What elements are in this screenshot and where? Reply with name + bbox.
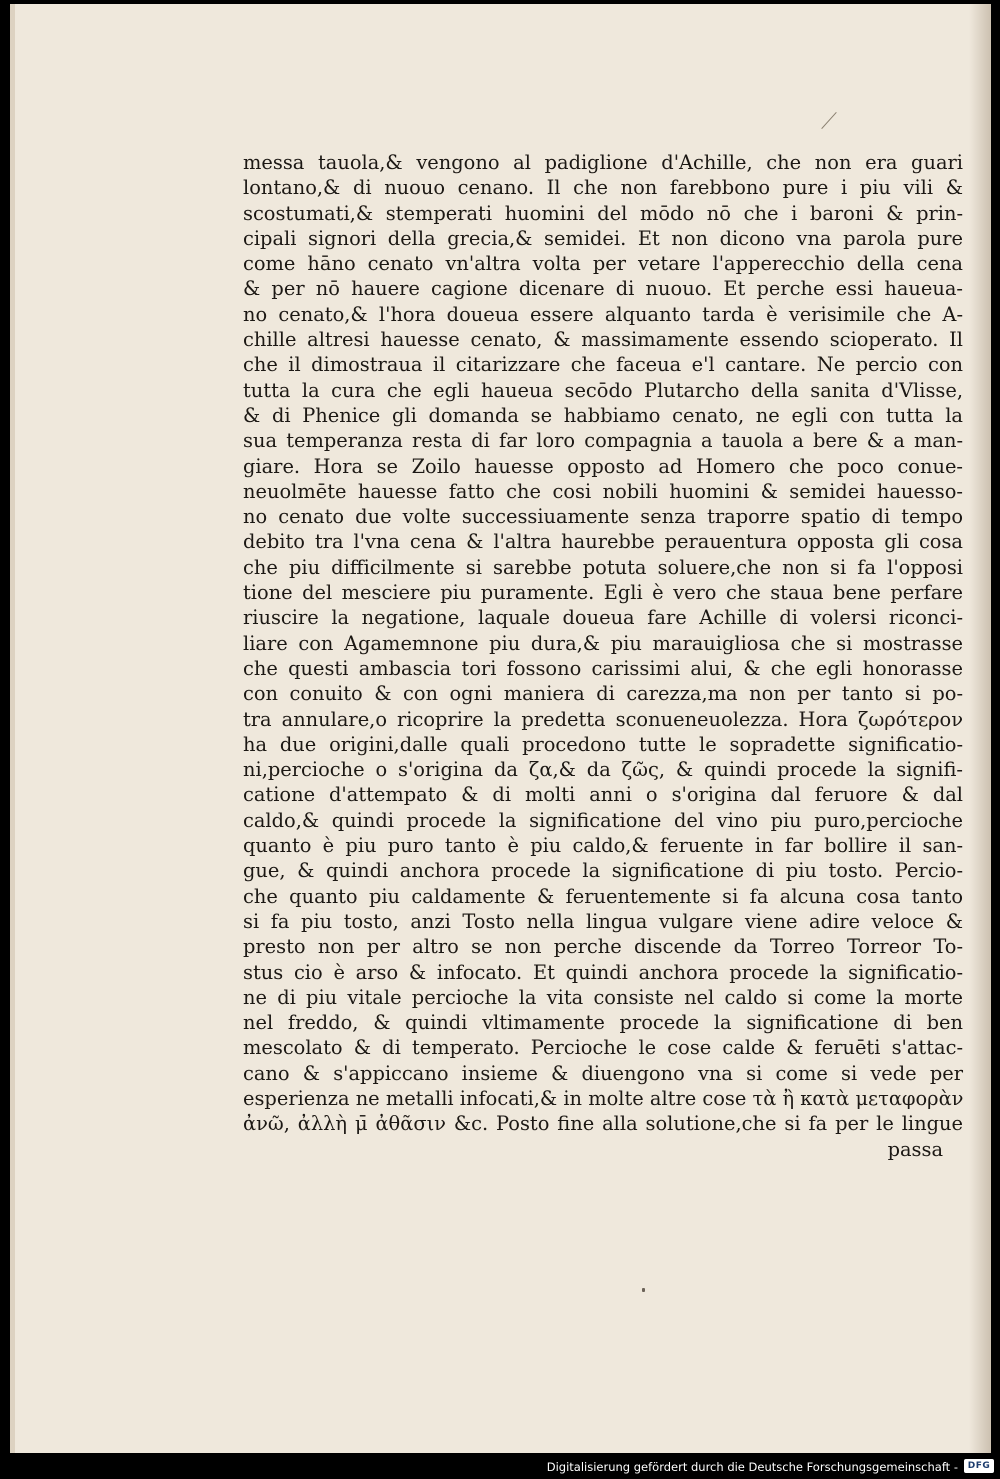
text-line: & per nō hauere cagione dicenare di nuouo. Et perche essi haueua- (243, 277, 963, 301)
digitization-footer (0, 1457, 1000, 1479)
text-line: stus cio è arso & infocato. Et quindi anchora procede la significatio- (243, 960, 963, 984)
text-line: ni,percioche o s'origina da ζα,& da ζῶς, & quindi procede la signifi- (243, 758, 963, 782)
text-line: si fa piu tosto, anzi Tosto nella lingua vulgare viene adire veloce & (243, 909, 963, 933)
page-text (243, 150, 963, 1162)
catchword: passa (887, 1137, 943, 1161)
text-line: riuscire la negatione, laquale doueua fare Achille di volersi riconci- (243, 606, 963, 630)
text-line: tutta la cura che egli haueua secōdo Plutarcho della sanita d'Vlisse, (243, 378, 963, 402)
text-line: tra annulare,o ricoprire la predetta sconueneuolezza. Hora ζωρότερον (243, 707, 963, 731)
text-line: tione del mesciere piu puramente. Egli è vero che staua bene perfare (243, 581, 963, 605)
text-line: cipali signori della grecia,& semidei. Et non dicono vna parola pure (243, 226, 963, 250)
text-line: quanto è piu puro tanto è piu caldo,& feruente in far bollire il san- (243, 834, 963, 858)
text-line: neuolmēte hauesse fatto che cosi nobili huomini & semidei hauesso- (243, 479, 963, 503)
ink-dot (642, 1288, 645, 1292)
text-line: esperienza ne metalli infocati,& in molte altre cose τὰ ἢ κατὰ μεταφορὰν (243, 1086, 964, 1110)
page-gutter-shadow (969, 4, 991, 1453)
text-line: caldo,& quindi procede la significatione del vino piu puro,percioche (243, 808, 963, 832)
text-line: messa tauola,& vengono al padiglione d'Achille, che non era guari (243, 151, 963, 174)
funding-credit: Digitalisierung gefördert durch die Deutsche Forschungsgemeinschaft - (546, 1460, 958, 1474)
text-line: come hāno cenato vn'altra volta per vetare l'apperecchio della cena (243, 252, 963, 276)
text-line: debito tra l'vna cena & l'altra haurebbe perauentura opposta gli cosa (243, 530, 963, 554)
text-line: & di Phenice gli domanda se habbiamo cenato, ne egli con tutta la (243, 403, 963, 427)
text-line: nel freddo, & quindi vltimamente procede la significatione di ben (243, 1011, 963, 1035)
text-line: che quanto piu caldamente & feruentemente si fa alcuna cosa tanto (243, 884, 963, 908)
text-line: cano & s'appiccano insieme & diuengono vna si come si vede per (243, 1061, 963, 1085)
text-line: con conuito & con ogni maniera di carezza,ma non per tanto si po- (243, 682, 963, 706)
text-line: giare. Hora se Zoilo hauesse opposto ad Homero che poco conue- (243, 454, 963, 478)
text-line: che piu difficilmente si sarebbe potuta soluere,che non si fa l'opposi (243, 555, 963, 579)
text-line: che il dimostraua il citarizzare che faceua e'l cantare. Ne percio con (243, 353, 963, 377)
text-line: scostumati,& stemperati huomini del mōdo nō che i baroni & prin- (243, 201, 963, 225)
text-line: ha due origini,dalle quali procedono tutte le sopradette significatio- (243, 732, 963, 756)
text-line: mescolato & di temperato. Percioche le cose calde & feruēti s'attac- (243, 1036, 963, 1060)
text-line: ne di piu vitale percioche la vita consiste nel caldo si come la morte (243, 985, 963, 1009)
text-line: chille altresi hauesse cenato, & massimamente essendo scioperato. Il (243, 328, 963, 352)
text-line: no cenato,& l'hora doueua essere alquanto tarda è verisimile che A- (243, 302, 963, 326)
text-line: liare con Agamemnone piu dura,& piu marauigliosa che si mostrasse (243, 631, 963, 655)
text-line: gue, & quindi anchora procede la significatione di piu tosto. Percio- (243, 859, 963, 883)
text-line: catione d'attempato & di molti anni o s'origina dal feruore & dal (243, 783, 963, 807)
text-line: lontano,& di nuouo cenano. Il che non farebbono pure i piu vili & (243, 176, 963, 200)
text-line: no cenato due volte successiuamente senza traporre spatio di tempo (243, 505, 963, 529)
dfg-logo: DFG (964, 1459, 994, 1473)
text-line: ἀνῶ, ἀλλὴ μ̄ ἀθᾶσιν &c. Posto fine alla solutione,che si fa per le lingue (243, 1112, 963, 1136)
pencil-mark (821, 112, 836, 129)
text-line: sua temperanza resta di far loro compagnia a tauola a bere & a man- (243, 429, 963, 453)
text-line: che questi ambascia tori fossono carissimi alui, & che egli honorasse (243, 656, 963, 680)
text-line: presto non per altro se non perche discende da Torreo Torreor To- (243, 935, 963, 959)
page-edge (10, 4, 15, 1453)
book-page (10, 4, 991, 1453)
